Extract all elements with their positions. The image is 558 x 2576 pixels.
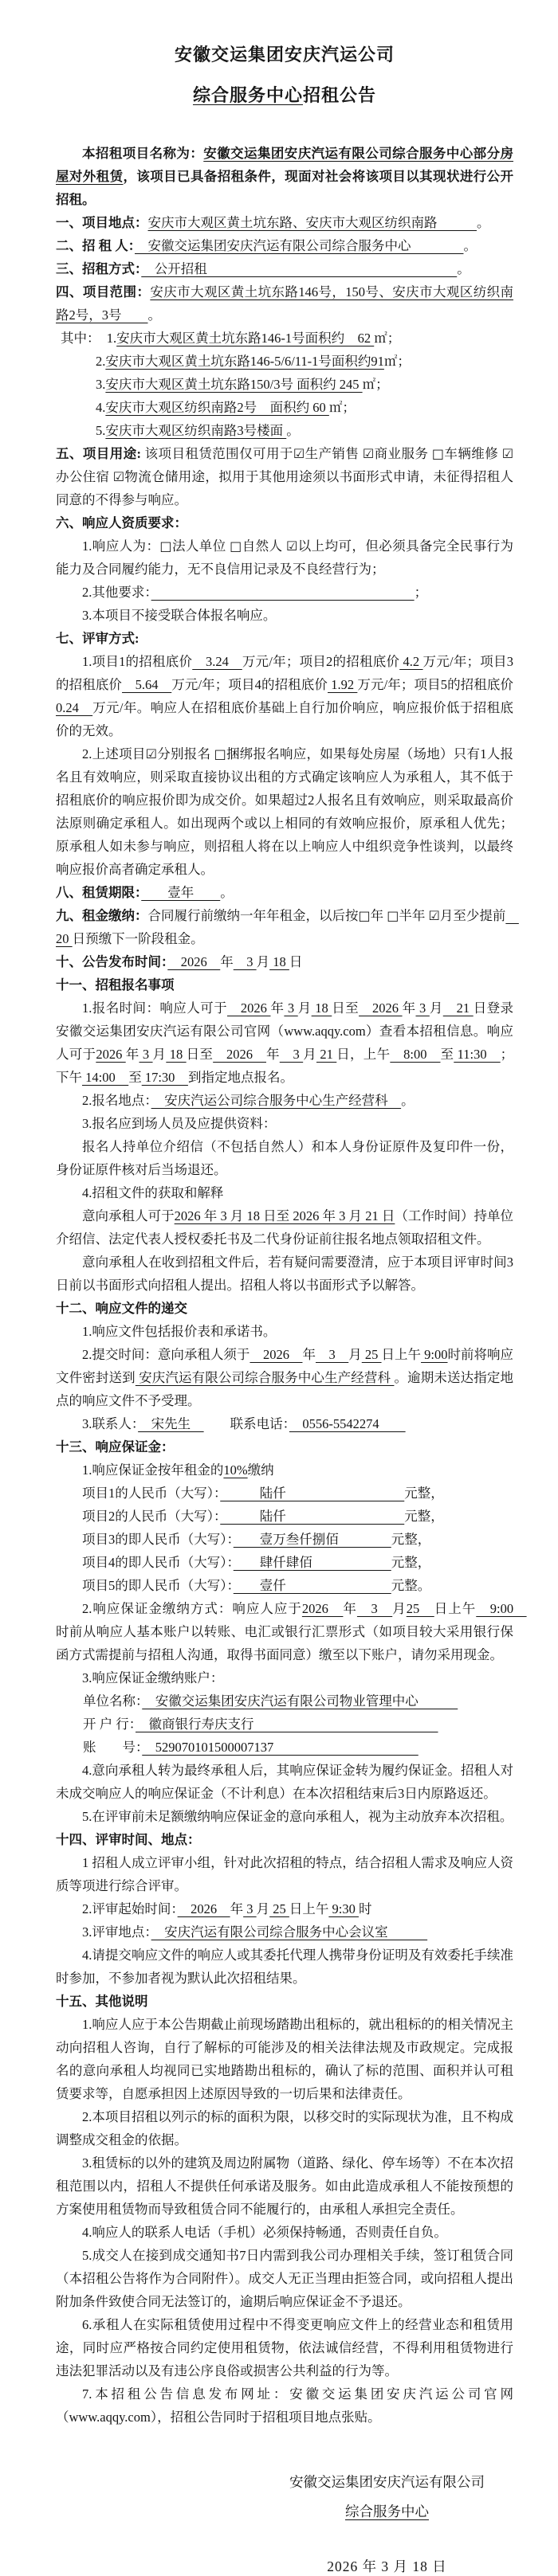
section-2-lessor [56,234,513,257]
text-run: ； [414,585,428,600]
section-5-usage [56,442,513,511]
text-run: 自然人 [242,538,286,554]
scope-item-2 [56,350,513,373]
text-run: 2026 [177,1901,230,1916]
text-run: 月 [392,1601,407,1616]
text-run: 月 [256,954,270,969]
text-run: 七、评审方式: [56,631,140,646]
text-run: 日登录安徽交运集团安庆汽运有限公司官网（www.aqqy.com）查看本招租信息。响应人可于 [56,1000,514,1062]
checkbox-unchecked-icon: □ [431,446,445,461]
text-run: 日上午 [381,1347,422,1362]
text-run: 14:00 [82,1070,129,1085]
text-run: 安庆市大观区黄土坑东路150/3号 面积约 245 [105,377,363,392]
response-docs-deadline [56,1343,513,1412]
checkbox-checked-icon: ☑ [362,446,375,461]
text-run: 安徽交运集团安庆汽运有限公司综合服务中心 [135,238,464,253]
section-11-heading [56,973,513,996]
registration-place [56,1089,513,1112]
text-run: 项目1的人民币（大写）： [82,1486,221,1501]
other-note-6 [56,2313,513,2382]
text-run: 5.在评审前未足额缴纳响应保证金的意向承租人，视为主动放弃本次招租。 [82,1809,513,1824]
text-run: 月至少提前 [439,908,506,923]
text-run: 项目2的人民币（大写）： [82,1509,221,1524]
text-run: 年 [220,954,234,969]
checkbox-checked-icon: ☑ [501,446,514,461]
text-run: 物流仓储用途，拟用于其他用途须以书面形式申请，未征得招租人同意的不得参与响应。 [56,469,514,507]
text-run: 3 [233,954,257,969]
text-run: ㎡； [328,400,356,415]
text-run: 至 [440,1047,454,1062]
text-run: 意向承租人可于 [82,1208,175,1223]
text-run: 2026 [167,954,221,969]
text-run: 合同履行前缴纳一年年租金，以后按 [147,908,359,923]
text-run: 21 [442,1000,474,1016]
deposit-project-4 [56,1551,513,1574]
text-run: 2.提交时间：意向承租人须于 [82,1347,250,1362]
account-bank [56,1713,513,1736]
text-run: 年 [125,1047,140,1062]
text-run: 1.响应文件包括报价表和承诺书。 [82,1324,277,1339]
text-run: 月 [348,1347,362,1362]
text-run: 以上均可，但必须具备完全民事行为能力及合同履约能力，无不良信用记录及不良经营行为； [56,538,514,577]
text-run: 安徽交运集团安庆汽运有限公司物业管理中心 [142,1693,458,1709]
qualification-item-3 [56,604,513,627]
text-run: 缴纳 [247,1462,274,1478]
checkbox-checked-icon: ☑ [145,746,157,761]
text-run: 3.报名应到场人员及应提供资料： [82,1116,277,1131]
deposit-project-5 [56,1574,513,1597]
text-run: 21 [316,1047,337,1062]
section-4-scope [56,280,513,327]
text-run: 意向承租人在收到招租文件后，若有疑问需要澄清，应于本项目评审时间3日前以书面形式向招租人提出。招租人将以书面形式予以解答。 [56,1255,513,1293]
other-note-1 [56,2013,513,2105]
registration-materials-body [56,1135,513,1181]
text-run: 5. [96,423,106,438]
text-run: 3.租赁标的以外的建筑及周边附属物（道路、绿化、停车场等）不在本次招租范围以内，招租人不提供任何承诺及服务。如由此造成承租人不能按预想的方案使用租赁物而导致租赁合同不能履行的，由承租人承担完全责任。 [56,2155,513,2217]
text-run: 元整， [391,1532,431,1547]
text-run: 20 [56,908,519,946]
checkbox-unchecked-icon: □ [358,908,371,923]
text-run: 安庆市大观区纺织南路3号楼面 [105,423,287,438]
deposit-project-1 [56,1482,513,1505]
review-rule [56,742,513,881]
text-run: 单位名称： [83,1693,143,1709]
qualification-item-1 [56,534,513,581]
text-run: 5.成交人在接到成交通知书7日内需到我公司办理相关手续，签订租赁合同（本招租公告将作为合同附件）。成交人无正当理由拒签合同，或向招租人提出附加条件致使合同无法签订的，逾期后响应保证金不予退还。 [56,2248,513,2309]
text-run: 时前将响应文件密封送到 [56,1347,514,1385]
review-floor-prices [56,650,513,742]
text-run: 4.2 [399,654,423,669]
text-run: 3 [315,1347,349,1362]
text-run [151,585,415,600]
text-run: 4.招租文件的获取和解释 [82,1185,224,1200]
text-run: 其中： 1. [61,331,117,346]
review-start-time [56,1897,513,1920]
text-run: 年 [402,1000,416,1016]
text-run: 公开招租 [141,261,458,276]
text-run: 18 [269,954,289,969]
registration-materials-heading [56,1112,513,1135]
text-run: 分别报名 [156,746,214,761]
text-run: 陆仟 [220,1509,405,1524]
scope-item-4 [56,396,513,419]
text-run: 1.项目1的招租底价 [82,654,193,669]
checkbox-unchecked-icon: □ [159,538,172,554]
text-run: 月 [256,1901,270,1916]
text-run: 十一、招租报名事项 [56,977,175,992]
response-docs-content [56,1320,513,1343]
text-run: 月 [303,1047,316,1062]
text-run: 安庆市大观区纺织南路2号 面积约 60 [105,400,329,415]
checkbox-checked-icon: ☑ [428,908,440,923]
text-run: 2.其他要求： [82,585,151,600]
checkbox-checked-icon: ☑ [112,469,125,484]
text-run: 八、租赁期限： [56,885,142,900]
deposit-project-3 [56,1528,513,1551]
signature-company: 安徽交运集团安庆汽运有限公司 [289,2474,485,2490]
text-run: 日至 [186,1047,214,1062]
document-title-line1: 安徽交运集团安庆汽运公司 [174,45,395,65]
text-run: 。 [286,423,300,438]
text-run: ㎡； [362,377,389,392]
other-note-4 [56,2221,513,2244]
text-run: 3 [139,1047,153,1062]
text-run: 年 [302,1347,316,1362]
text-run: 万元/年；项目2的招租底价 [242,654,400,669]
text-run: 9:00 [421,1347,448,1362]
checkbox-checked-icon: ☑ [286,538,298,554]
text-run: 1 招租人成立评审小组，针对此次招租的特点，结合招租人需求及响应人资质等项进行综合评审。 [56,1855,513,1893]
scope-item-1 [56,327,513,350]
text-run: 商业服务 [374,446,432,461]
text-run: 法人单位 [171,538,230,554]
text-run: 4. [96,400,106,415]
checkbox-unchecked-icon: □ [214,746,226,761]
text-run: 18 [166,1047,187,1062]
text-run: 3.本项目不接受联合体报名响应。 [82,608,277,623]
text-run: 年 [270,1000,285,1016]
text-run: 至 [128,1070,142,1085]
text-run: 。 [220,885,234,900]
text-run: 。 [463,238,477,253]
text-run: 月 [152,1047,167,1062]
text-run: 年 [370,908,387,923]
text-run: 万元/年。响应人在招租底价基础上自行加价响应，响应报价低于招租底价的无效。 [56,700,513,738]
text-run: 万元/年；项目5的招租底价 [357,677,514,692]
text-run: 车辆维修 [444,446,502,461]
deposit-payment-method [56,1597,527,1666]
text-run: 徽商银行寿庆支行 [136,1717,438,1732]
text-run: 2.上述项目 [82,746,146,761]
text-run: 3 [284,1000,298,1016]
text-run: 宋先生 [138,1416,204,1431]
document-title-line2-rest: 招租公告 [303,85,377,105]
text-run: 项目4的即人民币（大写）： [82,1555,234,1570]
text-run: 。 [147,307,161,323]
text-run: ㎡； [374,331,401,346]
text-run: 账 号： [83,1740,143,1755]
text-run: ， [123,169,137,184]
text-run: 壹万叁仟捌佰 [233,1532,391,1547]
signature-date: 2026 年 3 月 18 日 [327,2558,447,2574]
text-run: 3 [415,1000,430,1016]
text-run: 安庆汽运有限公司综合服务中心生产经营科 [135,1370,395,1385]
text-run: 安庆市大观区黄土坑东路146-1号面积约 62 [116,331,375,346]
text-run: 年 [265,1047,280,1062]
other-note-3 [56,2151,513,2221]
text-run: 元整， [404,1486,444,1501]
text-run: 日 [289,954,303,969]
text-run: 安庆汽运有限公司综合服务中心会议室 [151,1924,428,1940]
text-run: 8:00 [390,1047,441,1062]
text-run: 2.评审起始时间： [82,1901,178,1916]
text-run: 安庆市大观区黄土坑东路146-5/6/11-1号面积约91 [105,354,384,369]
text-run: 2. [96,354,106,369]
account-name [56,1689,513,1713]
text-run: 年 [343,1601,357,1616]
deposit-forfeit [56,1805,513,1828]
text-run: 月 [429,1000,443,1016]
text-run: 17:30 [141,1070,188,1085]
text-run: 3 [356,1601,393,1616]
text-run: 3. [96,377,106,392]
text-run: 本招租项目名称为： [82,146,204,161]
text-run: 4.请提交响应文件的响应人或其委托代理人携带身份证明及有效委托手续准时参加，不参加者视为默认此次招租结果。 [56,1948,513,1986]
text-run: 1.响应人为： [82,538,160,554]
account-number [56,1736,513,1759]
section-12-heading [56,1297,513,1320]
section-7-heading [56,627,513,650]
text-run: 25 [269,1901,289,1916]
text-run: 2026 [227,1000,271,1016]
text-run: 年 [230,1901,244,1916]
text-run: 十三、响应保证金： [56,1439,175,1454]
signature-department: 综合服务中心 [345,2504,429,2519]
text-run: 五、项目用途: [56,446,145,461]
deposit-account-heading [56,1666,513,1689]
section-1-location [56,211,513,234]
text-run: 二、招 租 人： [56,238,135,253]
text-run: 9:30 [328,1901,359,1916]
text-run: 日，上午 [336,1047,391,1062]
registration-time [56,996,513,1089]
text-run: 25 [406,1601,434,1616]
text-run: 1.92 [328,677,358,692]
text-run: 安庆市大观区黄土坑东路、安庆市大观区纺织南路 [147,215,477,230]
deposit-rate [56,1458,513,1482]
text-run: 0556-5542274 [289,1416,406,1431]
text-run: ㎡； [383,354,411,369]
text-run: 2026 [359,1000,403,1016]
text-run: 2.报名地点： [82,1093,151,1108]
text-run: 10% [223,1462,248,1478]
text-run: 4.意向承租人转为最终承租人后，其响应保证金转为履约保证金。招租人对未成交响应人的响应保证金（不计利息）在本次招租结束后3日内原路返还。 [56,1763,513,1801]
checkbox-checked-icon: ☑ [293,446,305,461]
text-run: 报名人持单位介绍信（不包括自然人）和本人身份证原件及复印件一份，身份证原件核对后当场退还。 [56,1139,513,1177]
text-run: 日预缴下一阶段租金。 [72,931,204,946]
text-run: 四、项目范围： [56,284,151,299]
text-run: ；下午 [56,1047,514,1085]
text-run: 529070101500007137 [142,1740,418,1755]
section-10-publish-date [56,950,513,973]
text-run: 到指定地点报名。 [187,1070,293,1085]
text-run: 2.本项目招租以列示的标的面积为限，以移交时的实际现状为准，且不构成调整成交租金的依据。 [56,2109,513,2147]
text-run: 日上午 [289,1901,329,1916]
document-clarification [56,1251,513,1297]
other-note-2 [56,2105,513,2151]
review-place [56,1920,513,1944]
text-run: 25 [361,1347,382,1362]
document-title-line2-underlined: 综合服务中心 [192,85,303,105]
text-run: 十、公告发布时间： [56,954,168,969]
text-run: 六、响应人资质要求： [56,515,187,530]
section-13-heading [56,1435,513,1458]
text-run: 该项目已具备招租条件，现面对社会将该项目以其现状进行公开招租。 [56,169,514,207]
text-run: 时前从响应人基本账户以转账、电汇或银行汇票形式（如项目较大采用银行保函方式需提前与招租人沟通，取得书面同意）缴至以下账户，请勿采用现金。 [56,1624,513,1662]
text-run: 2026 [250,1347,303,1362]
document-obtain-body [56,1204,513,1251]
text-run: 安庆市大观区黄土坑东路146号，150号、安庆市大观区纺织南路2号，3号 [56,284,513,323]
text-run: 5.64 [122,677,172,692]
signature-block [289,2472,485,2576]
deposit-conversion [56,1759,513,1805]
text-run: 0.24 [56,700,93,715]
text-run: 。 [457,261,470,276]
scope-item-5 [56,419,513,442]
text-run: 3 [279,1047,304,1062]
text-run: （工作时间）持单位介绍信、法定代表人授权委托书及二代身份证前往报名地点领取招租文件。 [56,1208,514,1247]
text-run: 元整， [404,1509,444,1524]
checkbox-unchecked-icon: □ [387,908,399,923]
section-14-heading [56,1828,513,1851]
text-run: 1.响应人应于本公告期截止前现场踏勘出租标的，就出租标的的相关情况主动向招租人咨询，自行了解标的可能涉及的相关法律法规及市政规定。完成报名的意向承租人均视同已实地踏勘出租标的，确认了标的范围、面积并认可租赁要求等，自愿承担因上述原因导致的一切后果和法律责任。 [56,2017,513,2101]
text-run: 安徽交运集团安庆汽运有限公司综合服务中心部分房屋对外租赁 [56,146,514,184]
text-run: 日至 [332,1000,360,1016]
qualification-item-2 [56,581,513,604]
text-run: 该项目租赁范围仅可用于 [144,446,293,461]
text-run: 开 户 行： [83,1717,136,1732]
text-run: 2026 年 3 月 18 日至 2026 年 3 月 21 日 [174,1208,395,1223]
text-run: 办公住宿 [56,469,113,484]
text-run: 肆仟肆佰 [233,1555,391,1570]
document-body [56,142,527,2429]
review-attendance [56,1944,513,1990]
other-note-7 [56,2382,513,2429]
text-run: 壹仟 [233,1578,391,1593]
text-run: 项目3的即人民币（大写）： [82,1532,234,1547]
text-run: 7.本招租公告信息发布网址：安徽交运集团安庆汽运公司官网（www.aqqy.com），招租公告同时于招租项目地点张贴。 [56,2386,513,2425]
section-6-heading [56,511,513,534]
text-run: 十四、评审时间、地点： [56,1832,201,1847]
text-run: 联系电话： [203,1416,289,1431]
text-run: 2026 [213,1047,266,1062]
text-run: 元整。 [391,1578,431,1593]
document-title-line2 [56,82,513,107]
text-run: 捆绑报名响应，如果每处房屋（场地）只有1人报名且有效响应，则采取直接协议出租的方式确定该响应人为承租人，其不低于招租底价的响应报价即为成交价。如果超过2人报名且有效响应，则采取最高价法原则确定承租人。如出现两个或以上相同的有效响应报价，原承租人优先；原承租人如未参与响应，则招租人将在以上响应人中组织竞争性谈判，以最终响应报价高者确定承租人。 [56,746,514,877]
intro-paragraph [56,142,513,211]
text-run: 2.响应保证金缴纳方式：响应人应于 [82,1601,302,1616]
text-run: 日上午 [434,1601,477,1616]
scope-item-3 [56,373,513,396]
text-run: 1.报名时间：响应人可于 [82,1000,227,1016]
text-run: 3.24 [192,654,242,669]
review-panel [56,1851,513,1897]
text-run: 3.联系人： [82,1416,139,1431]
text-run: 九、租金缴纳： [56,908,148,923]
contact-person [56,1412,513,1435]
text-run: 半年 [399,908,429,923]
text-run: 项目5的即人民币（大写）： [82,1578,234,1593]
section-9-payment [56,904,519,950]
text-run: 一、项目地点： [56,215,148,230]
text-run: 3 [243,1901,257,1916]
text-run: 。逾期未送达指定地点的响应文件不予受理。 [56,1370,514,1408]
text-run: 2026 [96,1047,126,1062]
text-run: 三、招租方式： [56,261,142,276]
text-run: 十五、其他说明 [56,1994,148,2009]
text-run: 时 [358,1901,372,1916]
text-run: 。 [401,1093,415,1108]
text-run: 生产销售 [305,446,363,461]
text-run: 万元/年；项目3的招租底价 [56,654,513,692]
text-run: 月 [297,1000,312,1016]
text-run: 安庆汽运公司综合服务中心生产经营科 [151,1093,402,1108]
text-run: 。 [477,215,490,230]
section-3-method [56,257,513,280]
section-15-heading [56,1990,513,2013]
text-run: 1.响应保证金按年租金的 [82,1462,224,1478]
text-run: 3.响应保证金缴纳账户： [82,1670,224,1685]
text-run: 11:30 [454,1047,501,1062]
text-run: 元整， [391,1555,431,1570]
text-run: 十二、响应文件的递交 [56,1301,187,1316]
text-run: 18 [311,1000,332,1016]
text-run: 2026 [301,1601,344,1616]
deposit-project-2 [56,1505,513,1528]
text-run: 3.评审地点： [82,1924,151,1940]
document-obtain-heading [56,1181,513,1204]
text-run: 壹年 [141,885,221,900]
text-run: 万元/年；项目4的招租底价 [171,677,328,692]
checkbox-unchecked-icon: □ [230,538,242,554]
text-run: 6.承租人在实际租赁使用过程中不得变更响应文件上的经营业态和租赁用途，同时应严格按合同约定使用租赁物，依法诚信经营，不得利用租赁物进行违法犯罪活动以及有违公序良俗或损害公共利益的行为等。 [56,2317,513,2378]
other-note-5 [56,2244,513,2313]
text-run: 4.响应人的联系人电话（手机）必须保持畅通，否则责任自负。 [82,2225,447,2240]
text-run: 陆仟 [220,1486,405,1501]
text-run: 9:00 [476,1601,527,1616]
section-8-term [56,881,513,904]
